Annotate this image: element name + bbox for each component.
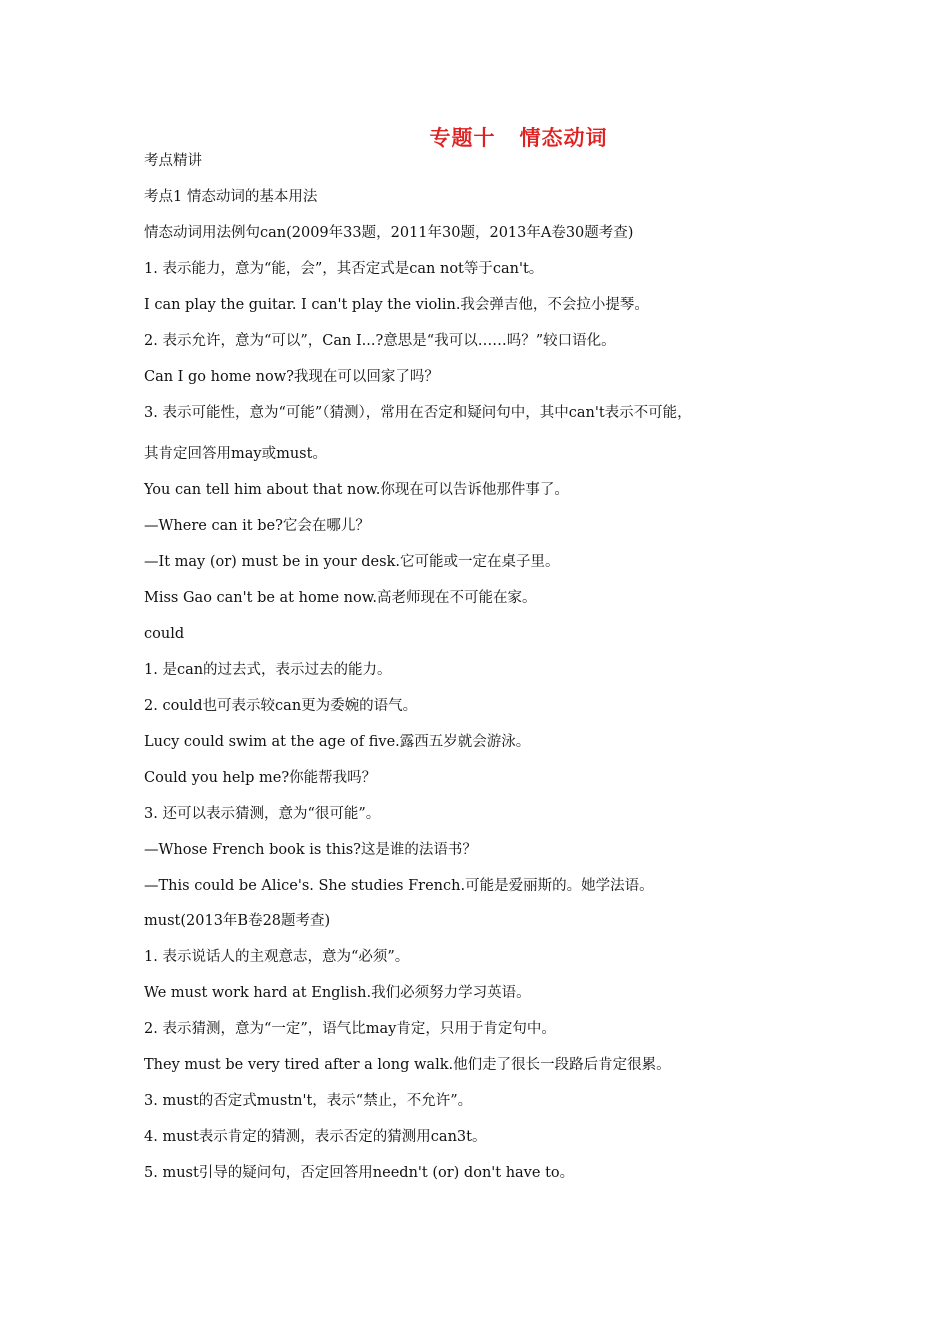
text-line: You can tell him about that now.你现在可以告诉他那件事了。 [144, 482, 569, 498]
title-part-2: 情态动词 [519, 126, 608, 150]
subheading: could [144, 626, 185, 642]
section-heading: 考点精讲 [144, 153, 202, 169]
text-line: 3. must的否定式mustn't，表示“禁止，不允许”。 [144, 1093, 473, 1109]
text-line: 3. 表示可能性，意为“可能”（猜测），常用在否定和疑问句中，其中can't表示不可能， [144, 405, 692, 421]
title-part-1: 专题十 [429, 126, 496, 150]
text-line: They must be very tired after a long walk.他们走了很长一段路后肯定很累。 [144, 1057, 671, 1073]
text-line: 2. could也可表示较can更为委婉的语气。 [144, 698, 418, 714]
text-line: 2. 表示猜测，意为“一定”，语气比may肯定，只用于肯定句中。 [144, 1021, 556, 1037]
text-line: 1. 表示说话人的主观意志，意为“必须”。 [144, 949, 410, 965]
document-title [0, 122, 950, 152]
text-line: —This could be Alice's. She studies French.可能是爱丽斯的。她学法语。 [144, 878, 654, 894]
text-line: 其肯定回答用may或must。 [144, 446, 327, 462]
text-line: I can play the guitar. I can't play the violin.我会弹吉他，不会拉小提琴。 [144, 297, 649, 313]
text-line: 情态动词用法例句can(2009年33题，2011年30题，2013年A卷30题考查) [144, 225, 634, 241]
text-line: —Where can it be?它会在哪儿？ [144, 518, 370, 534]
text-line: 1. 是can的过去式，表示过去的能力。 [144, 662, 392, 678]
text-line: Can I go home now?我现在可以回家了吗？ [144, 369, 439, 385]
text-line: 2. 表示允许，意为“可以”，Can I...?意思是“我可以……吗？”较口语化。 [144, 333, 616, 349]
text-line: We must work hard at English.我们必须努力学习英语。 [144, 985, 531, 1001]
text-line: 4. must表示肯定的猜测，表示否定的猜测用can3t。 [144, 1129, 487, 1145]
text-line: 3. 还可以表示猜测，意为“很可能”。 [144, 806, 381, 822]
text-line: 1. 表示能力，意为“能，会”，其否定式是can not等于can't。 [144, 261, 544, 277]
text-line: Lucy could swim at the age of five.露西五岁就会游泳。 [144, 734, 531, 750]
text-line: 5. must引导的疑问句，否定回答用needn't (or) don't have to。 [144, 1165, 575, 1181]
text-line: —It may (or) must be in your desk.它可能或一定在桌子里。 [144, 554, 560, 570]
text-line: —Whose French book is this?这是谁的法语书？ [144, 842, 477, 858]
point-heading: 考点1 情态动词的基本用法 [144, 189, 318, 205]
text-line: Miss Gao can't be at home now.高老师现在不可能在家。 [144, 590, 537, 606]
text-line: Could you help me?你能帮我吗？ [144, 770, 377, 786]
subheading: must(2013年B卷28题考查) [144, 913, 331, 929]
